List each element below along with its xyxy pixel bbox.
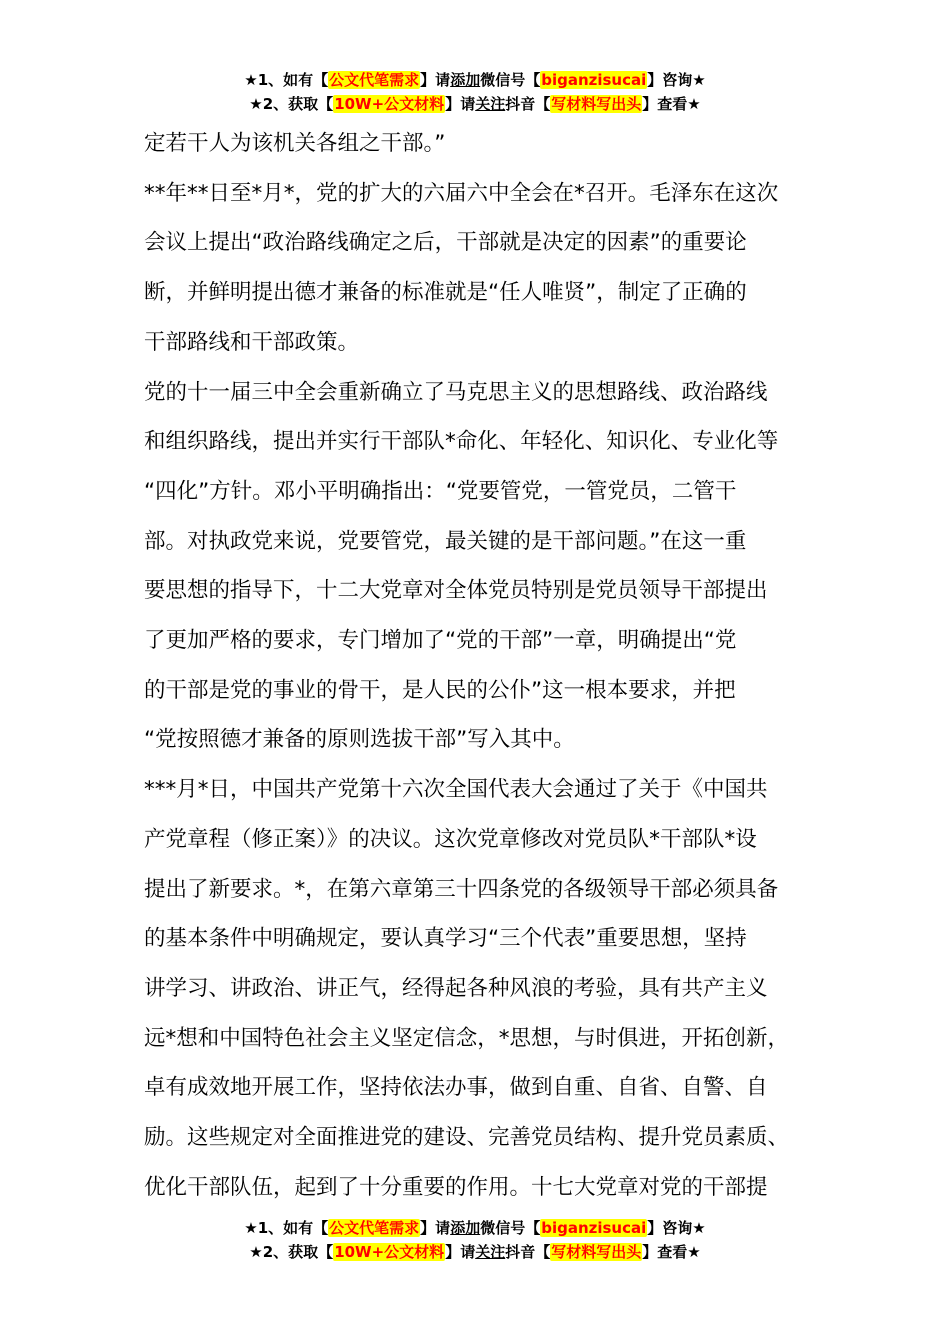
highlight-text: 公文代笔需求	[329, 1219, 420, 1237]
text-line: 会议上提出“政治路线确定之后，干部就是决定的因素”的重要论	[144, 230, 747, 256]
banner-text: 微信号【	[480, 71, 541, 89]
footer-banner	[0, 1216, 950, 1264]
underlined-text: 添加	[450, 1219, 481, 1237]
text-line: “党按照德才兼备的原则选拔干部”写入其中。	[144, 727, 575, 753]
banner-text: 微信号【	[480, 1219, 541, 1237]
text-line: 和组织路线，提出并实行干部队*命化、年轻化、知识化、专业化等	[144, 429, 779, 455]
text-line: ***月*日，中国共产党第十六次全国代表大会通过了关于《中国共	[144, 777, 768, 803]
text-line: 的基本条件中明确规定，要认真学习“三个代表”重要思想，坚持	[144, 926, 747, 952]
text-line: 干部路线和干部政策。	[144, 329, 360, 355]
banner-line-2	[0, 1240, 950, 1264]
banner-line-2	[0, 92, 950, 116]
banner-text: 抖音【	[505, 1243, 551, 1261]
banner-text: ★1、如有【	[244, 71, 329, 89]
text-line: 断，并鲜明提出德才兼备的标准就是“任人唯贤”，制定了正确的	[144, 280, 747, 306]
text-line: 要思想的指导下，十二大党章对全体党员特别是党员领导干部提出	[144, 578, 768, 604]
text-line: 励。这些规定对全面推进党的建设、完善党员结构、提升党员素质、	[144, 1125, 790, 1151]
text-line: 党的十一届三中全会重新确立了马克思主义的思想路线、政治路线	[144, 379, 768, 405]
text-line: 产党章程（修正案）》的决议。这次党章修改对党员队*干部队*设	[144, 826, 757, 852]
banner-text: 】咨询★	[647, 1219, 706, 1237]
banner-text: 】请	[445, 1243, 476, 1261]
banner-text: 】咨询★	[647, 71, 706, 89]
text-line: 讲学习、讲政治、讲正气，经得起各种风浪的考验，具有共产主义	[144, 975, 768, 1001]
underlined-text: 关注	[475, 95, 506, 113]
banner-text: ★2、获取【	[249, 95, 334, 113]
text-line: **年**日至*月*，党的扩大的六届六中全会在*召开。毛泽东在这次	[144, 180, 779, 206]
text-line: 提出了新要求。*，在第六章第三十四条党的各级领导干部必须具备	[144, 876, 779, 902]
text-line: 了更加严格的要求，专门增加了“党的干部”一章，明确提出“党	[144, 628, 737, 654]
banner-text: 】请	[420, 1219, 451, 1237]
highlight-text: biganzisucai	[541, 1219, 647, 1237]
banner-text: ★2、获取【	[249, 1243, 334, 1261]
highlight-text: 公文代笔需求	[329, 71, 420, 89]
document-body	[144, 119, 808, 1212]
underlined-text: 添加	[450, 71, 481, 89]
text-line: “四化”方针。邓小平明确指出：“党要管党，一管党员，二管干	[144, 478, 737, 504]
text-line: 优化干部队伍，起到了十分重要的作用。十七大党章对党的干部提	[144, 1174, 768, 1200]
banner-text: 】查看★	[642, 95, 701, 113]
banner-text: 】查看★	[642, 1243, 701, 1261]
highlight-text: 10W+公文材料	[334, 95, 445, 113]
banner-text: 】请	[420, 71, 451, 89]
banner-text: ★1、如有【	[244, 1219, 329, 1237]
highlight-text: 写材料写出头	[551, 95, 642, 113]
highlight-text: 写材料写出头	[551, 1243, 642, 1261]
text-line: 部。对执政党来说，党要管党，最关键的是干部问题。”在这一重	[144, 528, 747, 554]
text-line: 远*想和中国特色社会主义坚定信念，*思想，与时俱进，开拓创新，	[144, 1025, 790, 1051]
banner-line-1	[0, 68, 950, 92]
header-banner	[0, 68, 950, 116]
underlined-text: 关注	[475, 1243, 506, 1261]
banner-line-1	[0, 1216, 950, 1240]
banner-text: 】请	[445, 95, 476, 113]
text-line: 的干部是党的事业的骨干，是人民的公仆”这一根本要求，并把	[144, 677, 736, 703]
highlight-text: 10W+公文材料	[334, 1243, 445, 1261]
banner-text: 抖音【	[505, 95, 551, 113]
text-line: 卓有成效地开展工作，坚持依法办事，做到自重、自省、自警、自	[144, 1075, 768, 1101]
highlight-text: biganzisucai	[541, 71, 647, 89]
text-line: 定若干人为该机关各组之干部。”	[144, 131, 446, 156]
